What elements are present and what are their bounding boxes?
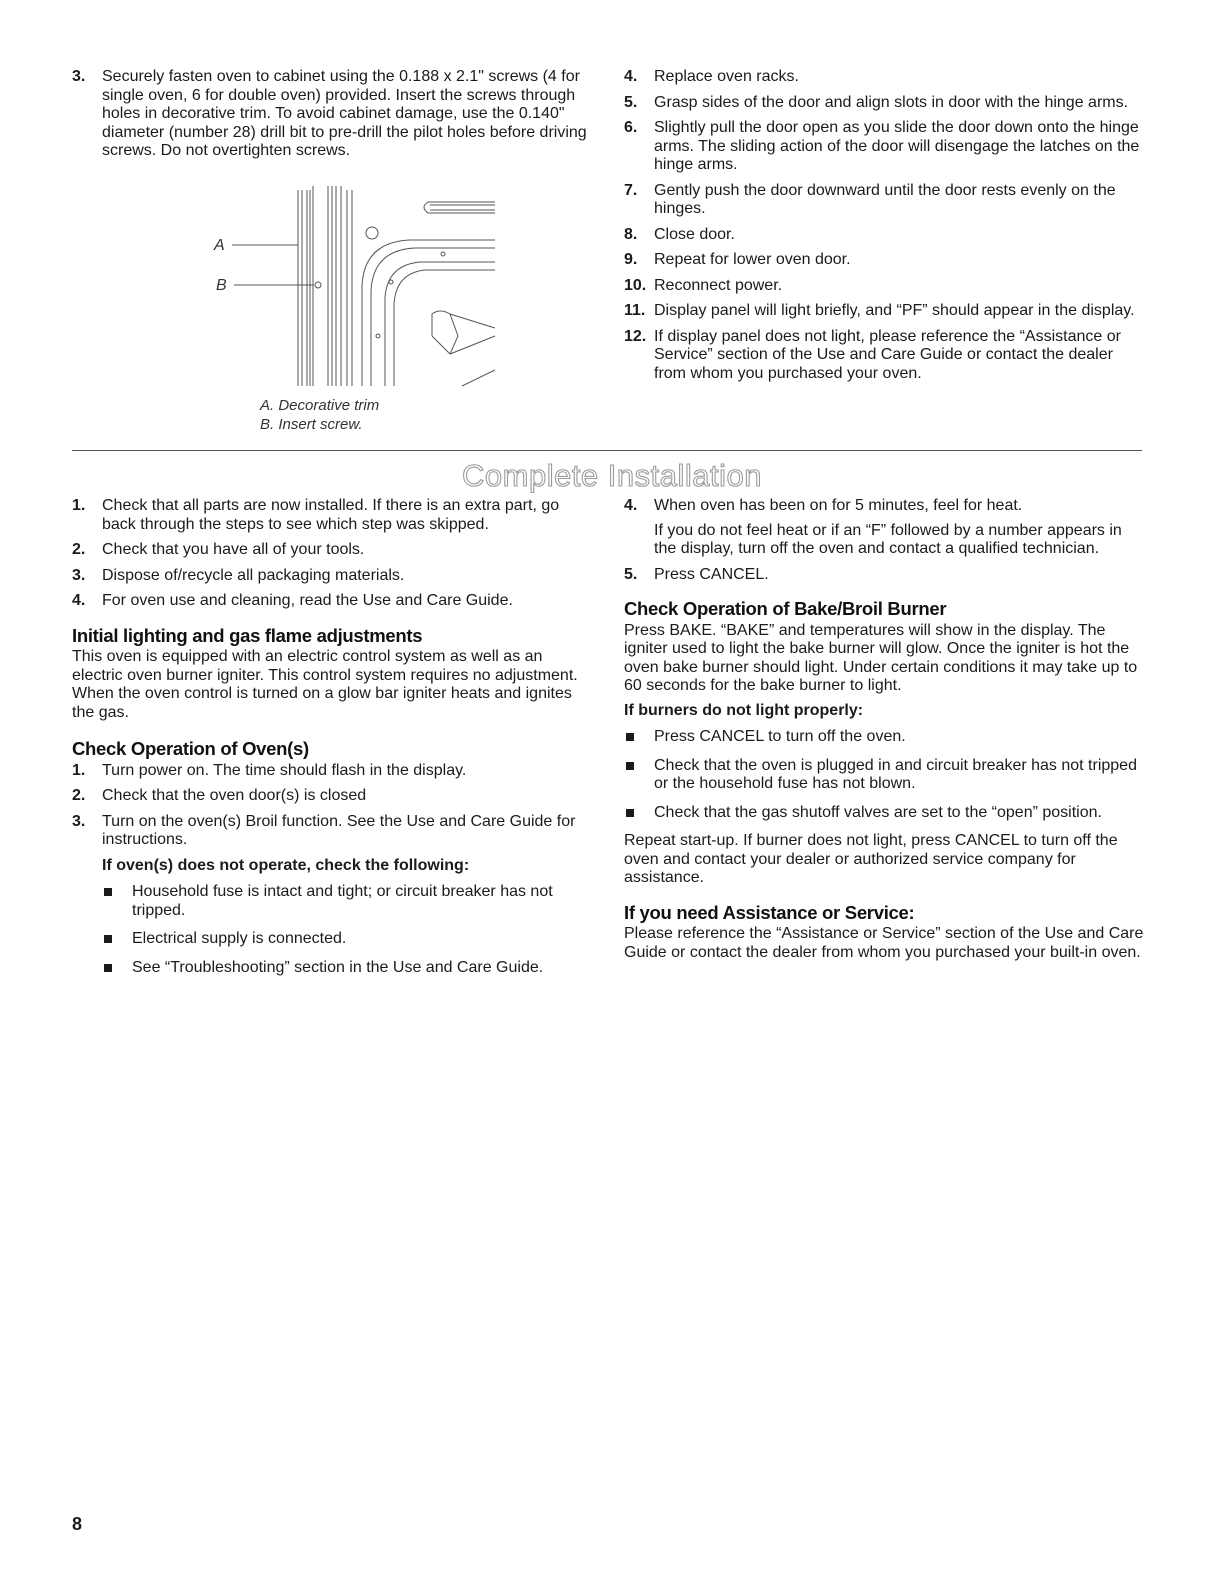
step-number: 3. xyxy=(72,566,86,584)
step-text: If display panel does not light, please reference the “Assistance or Service” section of the Use and Care Guide or contact the dealer from whom you purchased your oven. xyxy=(654,327,1121,382)
section-divider xyxy=(72,450,1142,451)
step-number: 2. xyxy=(72,787,86,804)
step-number: 3. xyxy=(72,68,86,85)
check-oven-step xyxy=(72,787,592,806)
bake-broil-bullet: Press CANCEL to turn off the oven. xyxy=(624,728,1144,747)
step-text: Repeat for lower oven door. xyxy=(654,251,851,268)
step-number: 4. xyxy=(72,592,86,609)
install-step-column xyxy=(72,68,592,168)
step-number: 4. xyxy=(624,68,638,85)
door-step xyxy=(624,68,1144,87)
complete-step xyxy=(72,567,592,586)
door-step xyxy=(624,277,1144,296)
label-b: B xyxy=(216,277,227,294)
check-ovens-bullet: Electrical supply is connected. xyxy=(102,930,592,949)
figure-caption xyxy=(260,396,379,434)
step-number: 9. xyxy=(624,251,638,268)
complete-step xyxy=(624,497,1144,559)
step-text: When oven has been on for 5 minutes, feel for heat. xyxy=(654,497,1023,514)
step-number: 4. xyxy=(624,497,638,514)
step-text: Dispose of/recycle all packaging materials. xyxy=(102,566,405,584)
check-ovens-bullet: Household fuse is intact and tight; or circuit breaker has not tripped. xyxy=(102,883,592,920)
section-title: Complete Installation xyxy=(462,458,762,493)
door-steps-column xyxy=(624,68,1144,390)
door-step xyxy=(624,302,1144,321)
step-number: 11. xyxy=(624,302,646,319)
step-text: Press CANCEL. xyxy=(654,565,769,583)
step-number: 6. xyxy=(624,119,638,136)
decorative-trim-figure xyxy=(210,186,500,396)
check-oven-step xyxy=(72,813,592,850)
step-text: Securely fasten oven to cabinet using the 0.188 x 2.1" screws (4 for single oven, 6 for double oven) provided. Insert the screws through holes in decorative trim. To avoid cabinet damage, use the 0.140" diameter (number 28) drill bit to pre-drill the pilot holes before driving screws. Do not overtighten screws. xyxy=(102,68,587,159)
label-a: A xyxy=(214,237,225,254)
step-subtext: If you do not feel heat or if an “F” followed by a number appears in the display, turn off the oven and contact a qualified technician. xyxy=(654,521,1122,557)
check-ovens-subhead: If oven(s) does not operate, check the following: xyxy=(102,856,470,874)
step-number: 7. xyxy=(624,181,638,199)
step-number: 8. xyxy=(624,225,638,243)
door-step xyxy=(624,226,1144,245)
step-number: 3. xyxy=(72,812,86,830)
step-number: 5. xyxy=(624,93,638,111)
step-text: Display panel will light briefly, and “PF” should appear in the display. xyxy=(654,302,1135,319)
complete-step xyxy=(624,566,1144,585)
check-oven-step xyxy=(72,762,592,781)
bake-broil-subhead: If burners do not light properly: xyxy=(624,701,864,719)
bake-broil-heading: Check Operation of Bake/Broil Burner xyxy=(624,598,947,619)
step-text: Check that the oven door(s) is closed xyxy=(102,787,367,804)
check-ovens-bullet: See “Troubleshooting” section in the Use and Care Guide. xyxy=(102,959,592,978)
step-number: 5. xyxy=(624,565,638,583)
step-text: For oven use and cleaning, read the Use and Care Guide. xyxy=(102,592,513,609)
caption-a: A. Decorative trim xyxy=(260,397,380,414)
door-step xyxy=(624,94,1144,113)
step-text: Grasp sides of the door and align slots in door with the hinge arms. xyxy=(654,93,1129,111)
step-number: 1. xyxy=(72,497,86,514)
complete-step xyxy=(72,541,592,560)
left-column xyxy=(72,497,592,987)
step-number: 10. xyxy=(624,276,647,294)
complete-step xyxy=(72,592,592,611)
check-ovens-heading: Check Operation of Oven(s) xyxy=(72,738,309,759)
install-step-3 xyxy=(72,68,592,161)
step-text: Turn power on. The time should flash in the display. xyxy=(102,761,467,779)
step-number: 2. xyxy=(72,541,86,558)
assistance-heading: If you need Assistance or Service: xyxy=(624,901,915,923)
initial-lighting-body: This oven is equipped with an electric control system as well as an electric oven burner igniter. This control system requires no adjustment. When the oven control is turned on a glow bar igniter heats and ignites the gas. xyxy=(72,648,578,721)
caption-b: B. Insert screw. xyxy=(260,416,363,433)
step-text: Reconnect power. xyxy=(654,276,783,294)
step-text: Slightly pull the door open as you slide the door down onto the hinge arms. The sliding action of the door will disengage the latches on the hinge arms. xyxy=(654,119,1140,173)
bake-broil-body: Press BAKE. “BAKE” and temperatures will show in the display. The igniter used to light the bake burner will glow. Once the igniter is hot the oven bake burner should light. Under certain conditions it may take up to 60 seconds for the bake burner to light. xyxy=(624,621,1138,694)
complete-step xyxy=(72,497,592,534)
step-text: Turn on the oven(s) Broil function. See the Use and Care Guide for instructions. xyxy=(102,812,576,848)
bake-broil-after: Repeat start-up. If burner does not light, press CANCEL to turn off the oven and contact your dealer or authorized service company for assistance. xyxy=(624,832,1118,886)
page-number: 8 xyxy=(72,1514,83,1534)
step-text: Close door. xyxy=(654,225,735,243)
door-step xyxy=(624,251,1144,270)
door-step xyxy=(624,328,1144,384)
door-step xyxy=(624,119,1144,175)
bake-broil-bullet: Check that the gas shutoff valves are set to the “open” position. xyxy=(624,804,1144,823)
step-text: Gently push the door downward until the door rests evenly on the hinges. xyxy=(654,181,1116,217)
step-number: 1. xyxy=(72,761,86,779)
bake-broil-bullet: Check that the oven is plugged in and circuit breaker has not tripped or the household fuse has not blown. xyxy=(624,757,1144,794)
step-text: Check that you have all of your tools. xyxy=(102,541,365,558)
initial-lighting-heading: Initial lighting and gas flame adjustments xyxy=(72,624,423,646)
step-text: Check that all parts are now installed. If there is an extra part, go back through the steps to see which step was skipped. xyxy=(102,497,560,533)
right-column xyxy=(624,497,1144,962)
step-number: 12. xyxy=(624,327,647,345)
assistance-body: Please reference the “Assistance or Service” section of the Use and Care Guide or contact the dealer from whom you purchased your built-in oven. xyxy=(624,925,1144,961)
oven-trim-illustration xyxy=(210,186,500,396)
step-text: Replace oven racks. xyxy=(654,68,799,85)
door-step xyxy=(624,182,1144,219)
